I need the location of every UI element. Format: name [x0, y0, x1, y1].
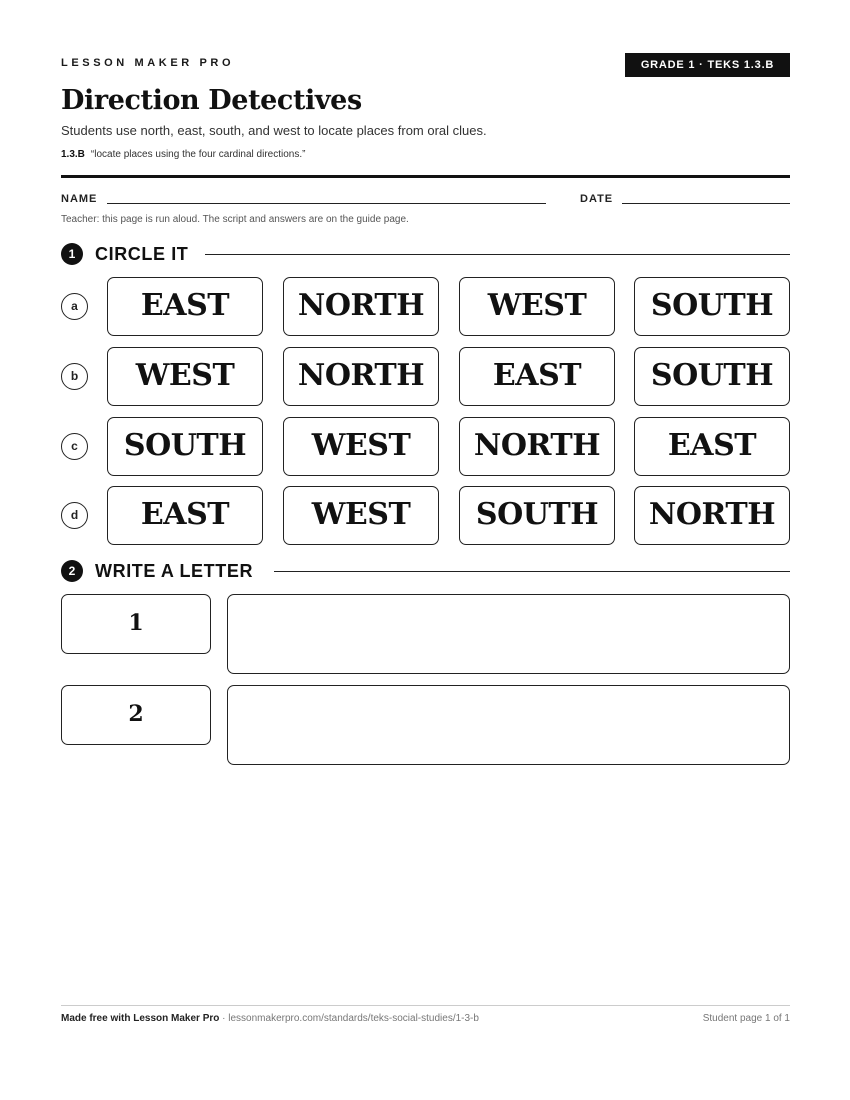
- date-label: DATE: [580, 193, 614, 205]
- word-choice[interactable]: SOUTH: [634, 277, 790, 336]
- word-choice[interactable]: EAST: [107, 486, 263, 545]
- word-choice[interactable]: SOUTH: [634, 347, 790, 406]
- footer-divider: [61, 1005, 790, 1006]
- circle-row-a: [61, 277, 790, 336]
- row-letter: d: [61, 502, 88, 529]
- header-divider: [61, 175, 790, 178]
- brand-name: LESSON MAKER PRO: [61, 57, 235, 69]
- word-choice[interactable]: WEST: [283, 486, 439, 545]
- section-number: 2: [61, 560, 83, 582]
- word-choice[interactable]: NORTH: [283, 277, 439, 336]
- letter-answer-box[interactable]: [227, 594, 790, 674]
- word-choice[interactable]: NORTH: [634, 486, 790, 545]
- word-choice[interactable]: EAST: [107, 277, 263, 336]
- footer-page-number: Student page 1 of 1: [702, 1013, 790, 1024]
- section-number: 1: [61, 243, 83, 265]
- section-title: CIRCLE IT: [95, 244, 189, 264]
- circle-row-c: [61, 417, 790, 476]
- circle-row-d: [61, 486, 790, 545]
- letter-answer-box[interactable]: [227, 685, 790, 765]
- row-letter: b: [61, 363, 88, 390]
- standard-code: 1.3.B: [61, 149, 85, 160]
- name-field-line[interactable]: [107, 203, 546, 204]
- word-choice[interactable]: EAST: [459, 347, 615, 406]
- row-letter: a: [61, 293, 88, 320]
- grade-badge: GRADE 1 · TEKS 1.3.B: [625, 53, 790, 77]
- word-choice[interactable]: NORTH: [459, 417, 615, 476]
- word-choice[interactable]: WEST: [107, 347, 263, 406]
- section-title: WRITE A LETTER: [95, 561, 254, 581]
- section-circle-it-heading: [61, 243, 790, 265]
- word-choice[interactable]: WEST: [459, 277, 615, 336]
- teacher-note: Teacher: this page is run aloud. The script and answers are on the guide page.: [61, 214, 409, 225]
- section-write-a-letter-heading: [61, 560, 790, 582]
- section-rule: [205, 254, 790, 255]
- standard-line: [61, 149, 305, 160]
- word-choice[interactable]: SOUTH: [459, 486, 615, 545]
- page-title: Direction Detectives: [61, 85, 362, 116]
- footer-made-with: Made free with Lesson Maker Pro: [61, 1013, 220, 1024]
- word-choice[interactable]: EAST: [634, 417, 790, 476]
- date-field-line[interactable]: [622, 203, 790, 204]
- standard-text: “locate places using the four cardinal directions.”: [90, 149, 306, 160]
- name-label: NAME: [61, 193, 98, 205]
- footer-credit: [61, 1013, 479, 1024]
- letter-item-number: 2: [61, 685, 211, 745]
- word-choice[interactable]: WEST: [283, 417, 439, 476]
- letter-item-number: 1: [61, 594, 211, 654]
- page-subtitle: Students use north, east, south, and west to locate places from oral clues.: [61, 123, 487, 138]
- row-letter: c: [61, 433, 88, 460]
- word-choice[interactable]: SOUTH: [107, 417, 263, 476]
- footer-url[interactable]: · lessonmakerpro.com/standards/teks-social-studies/1-3-b: [219, 1013, 479, 1024]
- word-choice[interactable]: NORTH: [283, 347, 439, 406]
- section-rule: [274, 571, 790, 572]
- circle-row-b: [61, 347, 790, 406]
